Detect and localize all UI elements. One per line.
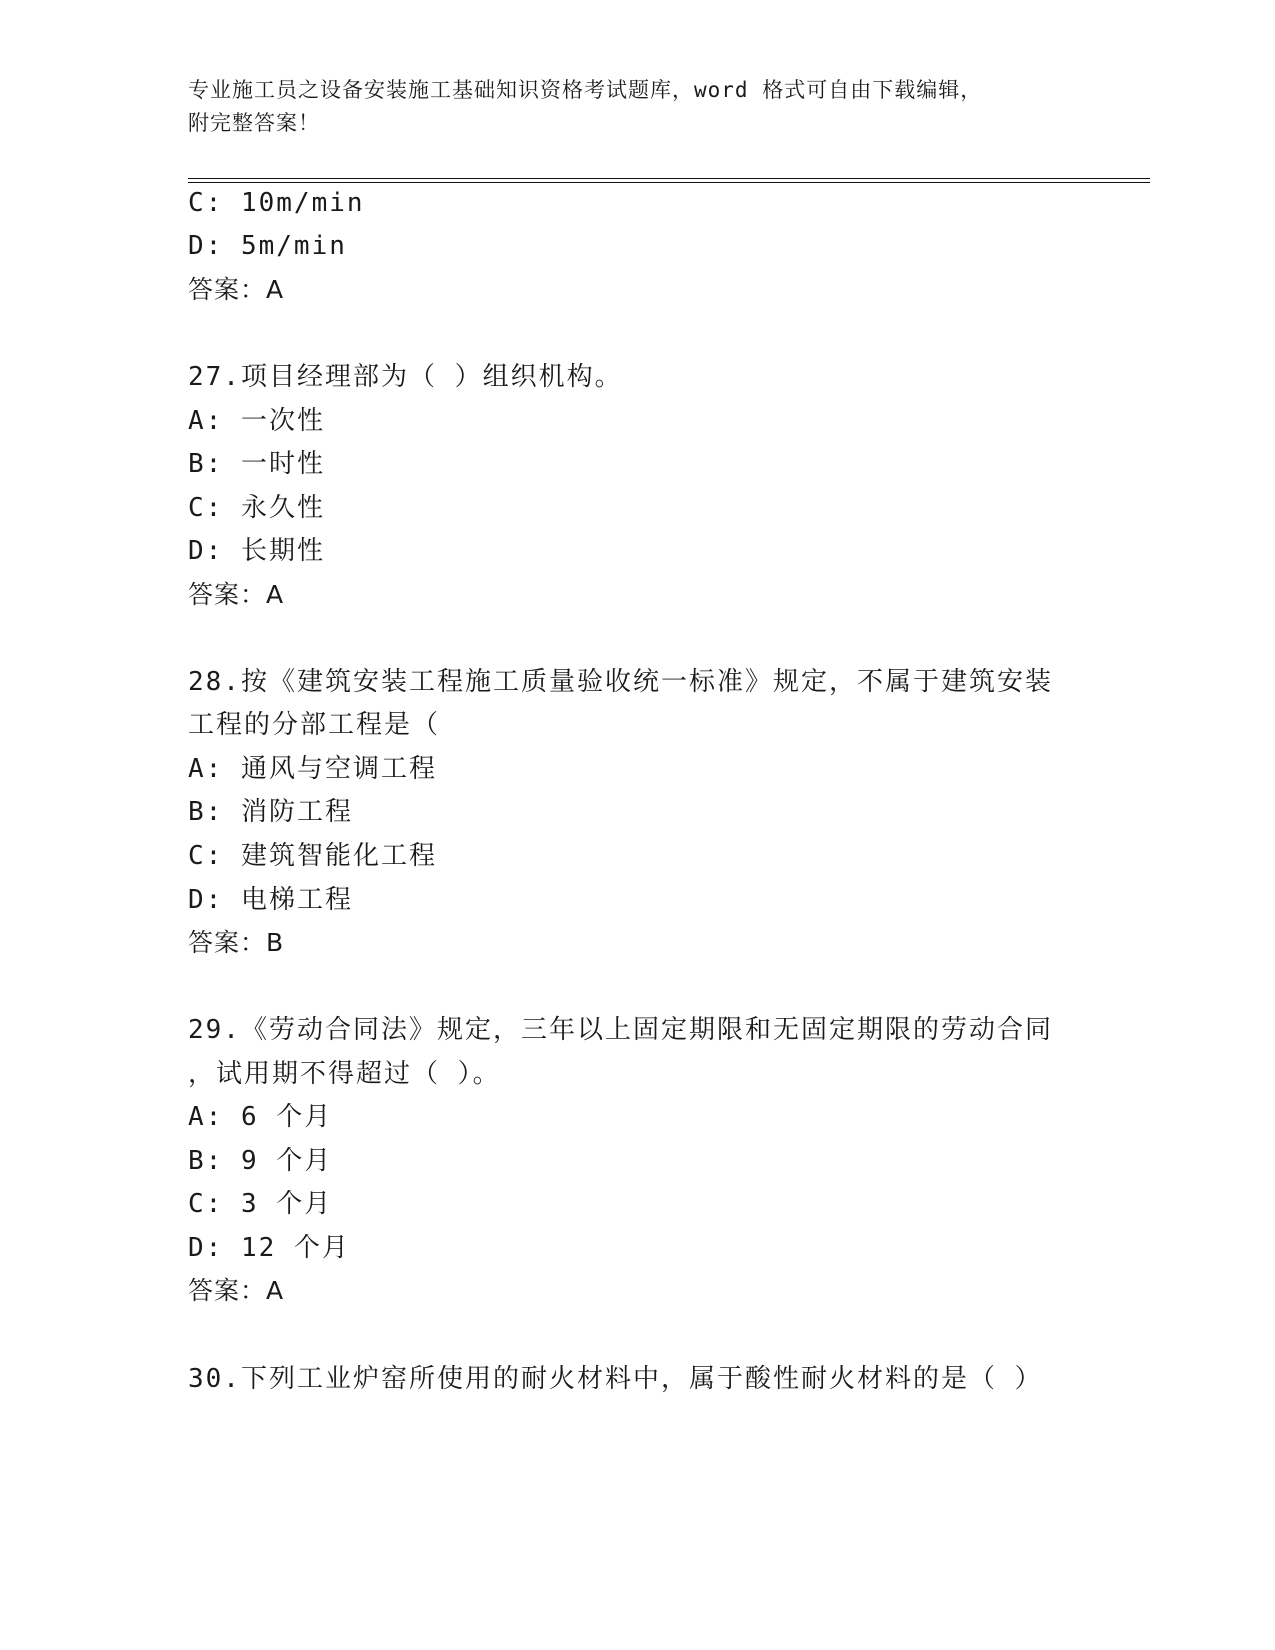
q29-option-c: C: 3 个月 [188,1189,333,1219]
q27-option-a: A: 一次性 [188,406,325,436]
q29-option-b: B: 9 个月 [188,1146,333,1176]
question-29-stem-line-2: ，试用期不得超过（ ）。 [188,1059,501,1089]
q27-option-b: B: 一时性 [188,449,325,479]
q28-answer: 答案：B [188,928,285,957]
option-d: D: 5m/min [188,231,347,261]
question-29-stem-line-1: 29.《劳动合同法》规定，三年以上固定期限和无固定期限的劳动合同 [188,1015,1053,1045]
q28-option-c: C: 建筑智能化工程 [188,841,437,871]
question-28-stem-line-1: 28.按《建筑安装工程施工质量验收统一标准》规定，不属于建筑安装 [188,667,1053,697]
document-header [188,74,1088,140]
option-c: C: 10m/min [188,188,365,218]
question-28-stem-line-2: 工程的分部工程是（ [188,710,441,740]
q28-option-b: B: 消防工程 [188,797,353,827]
q27-option-d: D: 长期性 [188,536,325,566]
q27-option-c: C: 永久性 [188,493,325,523]
q28-option-d: D: 电梯工程 [188,885,353,915]
q29-answer: 答案：A [188,1276,285,1305]
q29-option-a: A: 6 个月 [188,1102,333,1132]
q29-option-d: D: 12 个月 [188,1233,350,1263]
q27-answer: 答案：A [188,580,285,609]
header-line-1: 专业施工员之设备安装施工基础知识资格考试题库，word 格式可自由下载编辑， [188,78,983,102]
header-double-rule [188,178,1150,183]
header-line-2: 附完整答案！ [188,111,320,135]
question-30-stem: 30.下列工业炉窑所使用的耐火材料中，属于酸性耐火材料的是（ ） [188,1364,1043,1394]
answer-line: 答案：A [188,275,285,304]
question-27-stem: 27.项目经理部为（ ）组织机构。 [188,362,623,392]
q28-option-a: A: 通风与空调工程 [188,754,437,784]
